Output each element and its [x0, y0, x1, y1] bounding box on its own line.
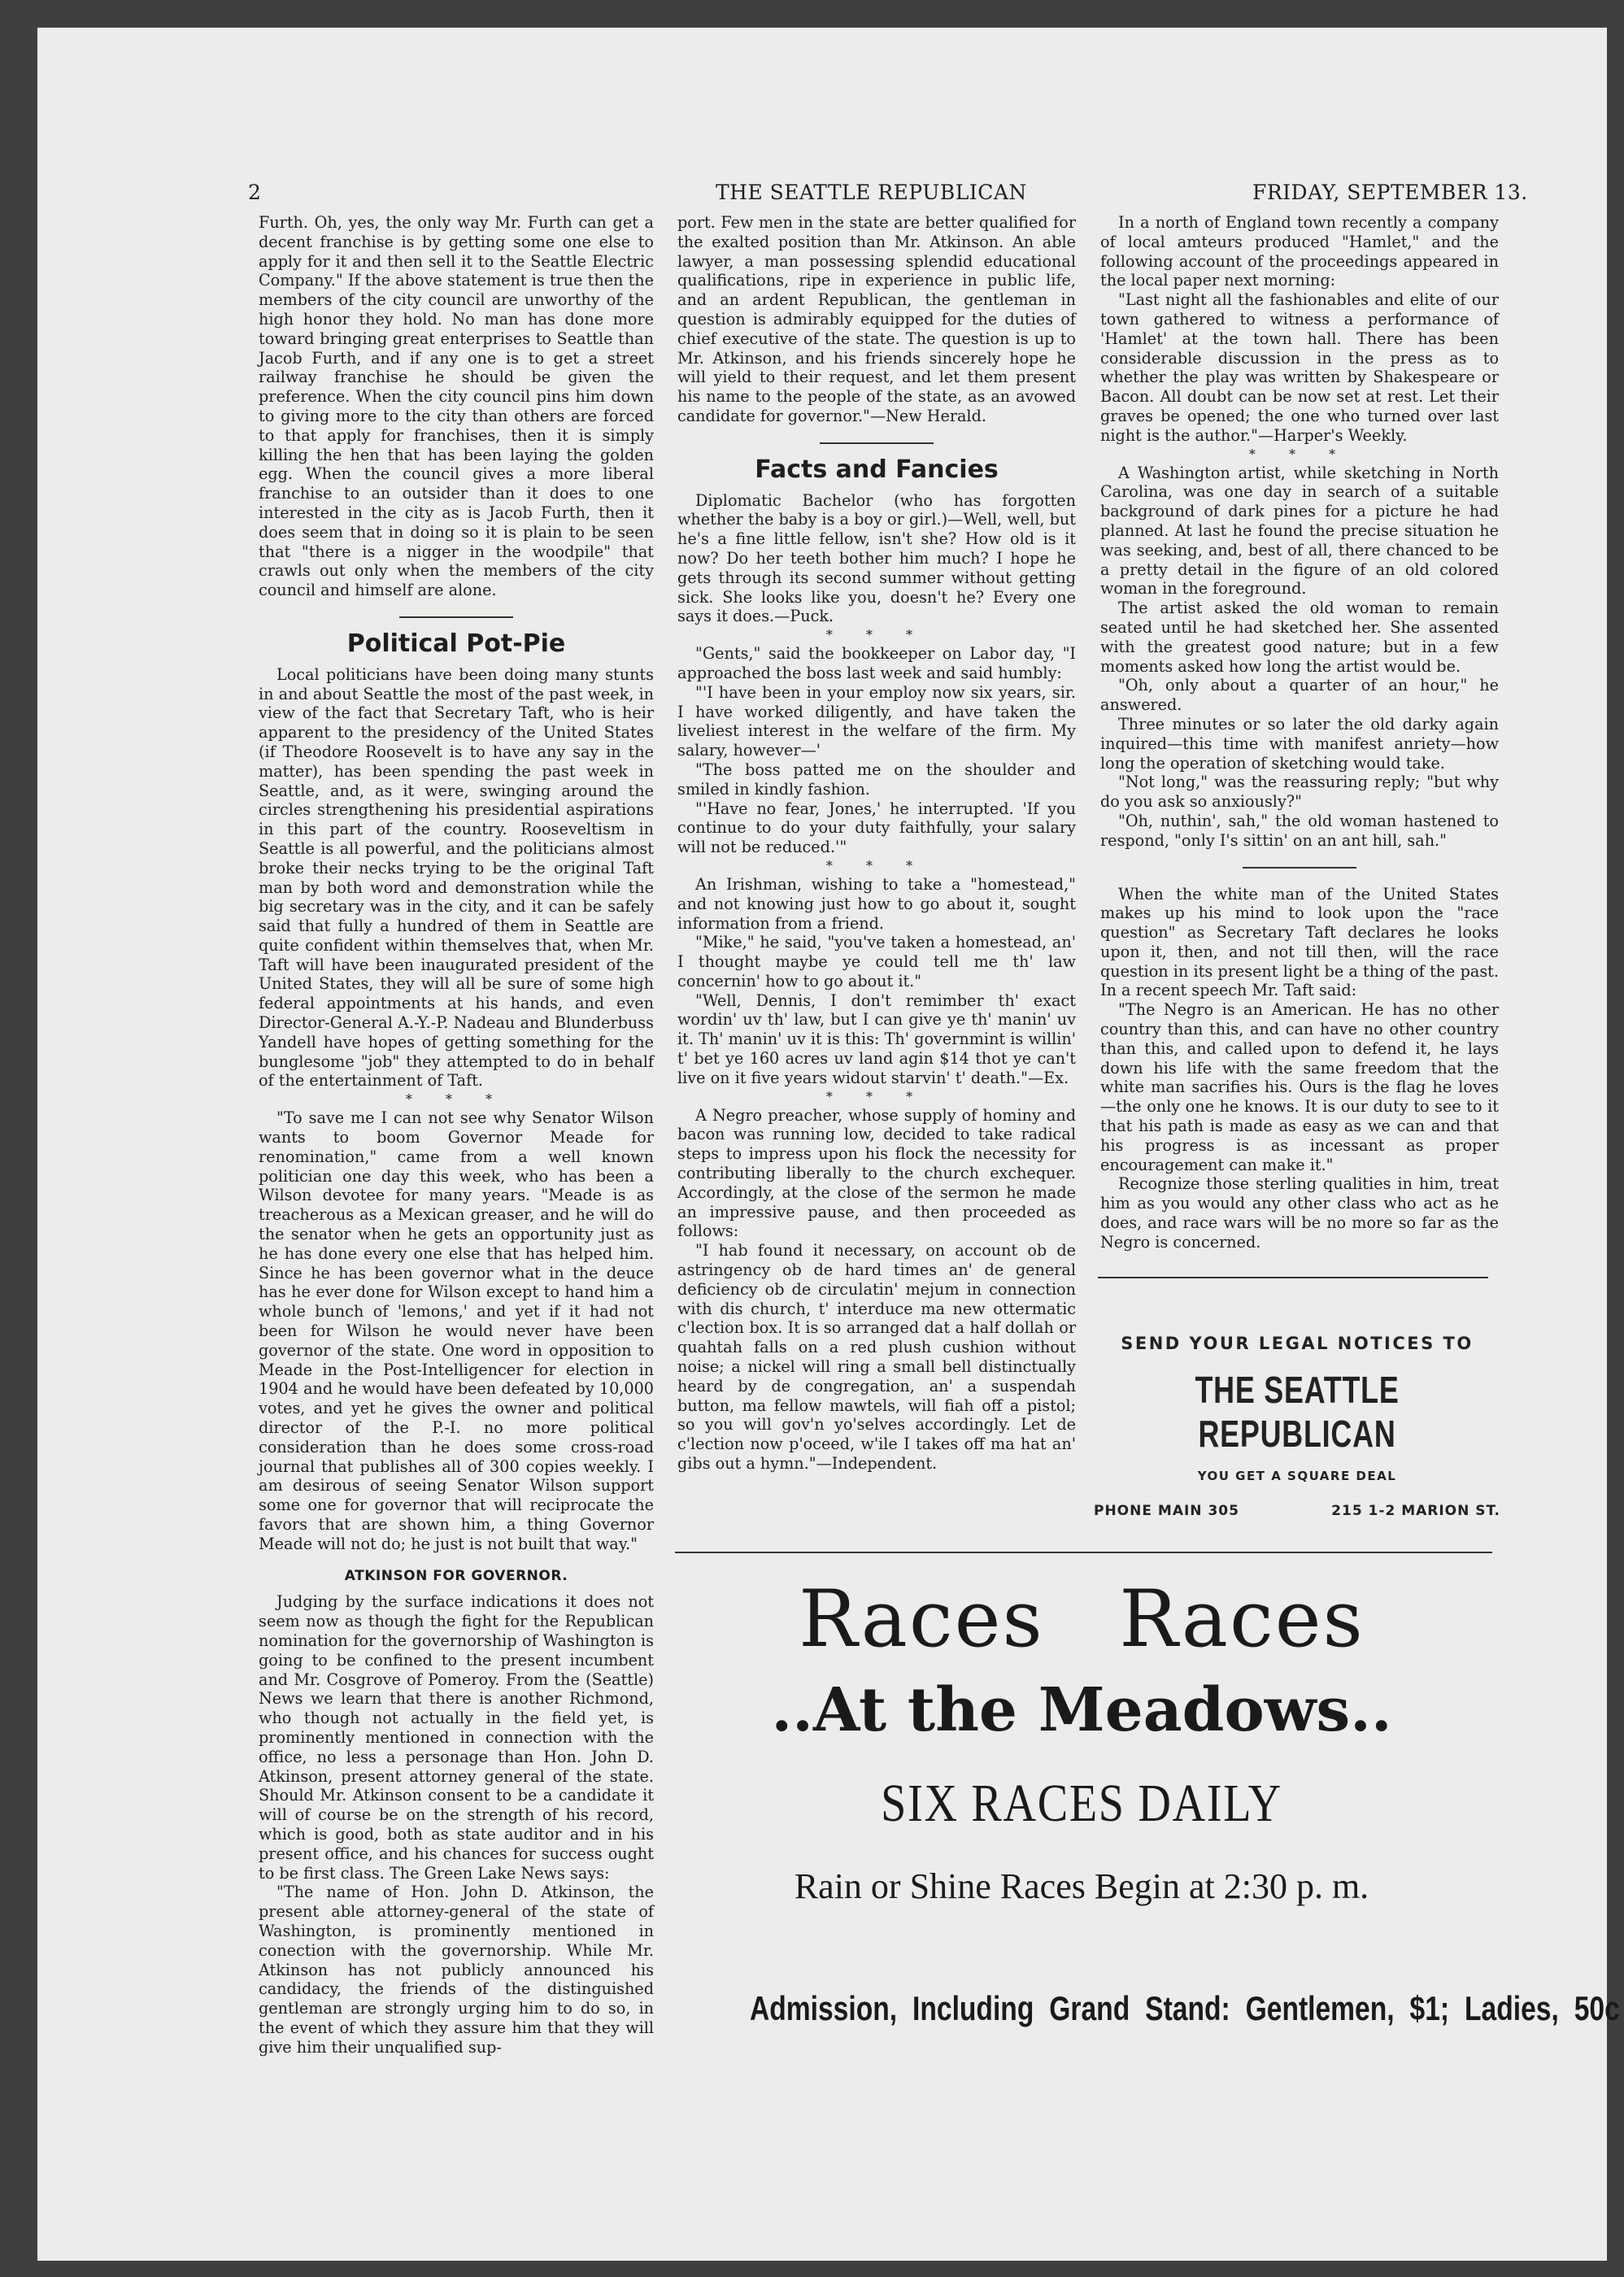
ad-races-admission: Admission, Including Grand Stand: Gentlemen, $1; Ladies, 50c — [750, 1989, 1620, 2027]
masthead-title: THE SEATTLE REPUBLICAN — [716, 181, 1027, 204]
paragraph: Three minutes or so later the old darky again inquired—this time with manifest anriety—how long the operation of sketching would take. — [1100, 714, 1504, 773]
ad-races-six-daily: SIX RACES DAILY — [881, 1774, 1282, 1833]
paragraph: In a north of England town recently a company of local amteurs produced "Hamlet," and the following account of the proceedings appeared in the local paper next morning: — [1100, 213, 1504, 290]
ad-legal-address: 215 1-2 MARION ST. — [1331, 1503, 1500, 1519]
ad-divider — [675, 1552, 1492, 1553]
paragraph: "The boss patted me on the shoulder and smiled in kindly fashion. — [677, 760, 1082, 799]
paragraph: "Oh, only about a quarter of an hour," he answered. — [1100, 676, 1504, 715]
ad-legal-contact — [1094, 1503, 1500, 1519]
ad-legal-paper-name: THE SEATTLE REPUBLICAN — [1195, 1369, 1400, 1455]
paragraph: Diplomatic Bachelor (who has forgotten whether the baby is a boy or girl.)—Well, well, but he's a fine little fellow, isn't she? How old is it now? Do her teeth bother him much? I hope he gets through its second summer without getting sick. She looks like you, doesn't he? Every one says it does.—Puck. — [677, 490, 1082, 626]
paragraph: A Negro preacher, whose supply of hominy and bacon was running low, decided to take radical steps to impress upon his flock the necessity for contributing liberally to the church exchequer. Accordingly, at the close of the sermon he made an impressive pause, and then proceeded as follows: — [677, 1105, 1082, 1241]
paragraph: Judging by the surface indications it does not seem now as though the fight for the Republican nomination for the governorship of Washington is going to be confined to the present incumbent and Mr. Cosgrove of Pomeroy. From the (Seattle) News we learn that there is another Richmond, who though not actually in the field yet, is prominently mentioned in connection with the office, no less a personage than Hon. John D. Atkinson, present attorney general of the state. Should Mr. Atkinson consent to be a candidate it will of course be on the strength of his record, which is good, both as state auditor and in his present office, and his chances for success ought to be first class. The Green Lake News says: — [259, 1592, 660, 1883]
section-stars: * * * — [825, 1088, 928, 1104]
paragraph: "Gents," said the bookkeeper on Labor day, "I approached the boss last week and said humbly: — [677, 644, 1082, 682]
section-stars: * * * — [825, 627, 928, 643]
heading-atkinson-for-governor: ATKINSON FOR GOVERNOR. — [344, 1567, 568, 1584]
paragraph: When the white man of the United States makes up his mind to look upon the "race question" as Secretary Taft declares he looks upon it, then, and not till then, will the race question in its present light be a thing of the past. In a recent speech Mr. Taft said: — [1100, 884, 1504, 1000]
paragraph: "Oh, nuthin', sah," the old woman hastened to respond, "only I's sittin' on an ant hill, sah." — [1100, 811, 1504, 850]
paragraph: "To save me I can not see why Senator Wilson wants to boom Governor Meade for renomination," came from a well known politician one day this week, who has been a Wilson devotee for many years. "Meade is as treacherous as a Mexican greaser, and he will do the senator when he gets an opportunity just as he has done every one else that has helped him. Since he has been governor what in the deuce has he ever done for Wilson except to hand him a whole bunch of 'lemons,' and yet if it had not been for Wilson he would never have been governor of the state. One word in opposition to Meade in the Post-Intelligencer for election in 1904 and he would have been defeated by 10,000 votes, and yet he gives the owner and political director of the P.-I. no more political consideration than he does some cross-road journal that publishes all of 300 copies weekly. I am desirous of seeing Senator Wilson support some one for governor that will reciprocate the favors that are shown him, a thing Governor Meade will not do; he just is not built that way." — [259, 1108, 660, 1553]
ad-divider — [1098, 1277, 1488, 1278]
paragraph: "'Have no fear, Jones,' he interrupted. 'If you continue to do your duty faithfully, your salary will not be reduced.'" — [677, 799, 1082, 857]
paragraph: "Last night all the fashionables and elite of our town gathered to witness a performance of 'Hamlet' at the town hall. There has been considerable discussion in the press as to whether the play was written by Shakespeare or Bacon. All doubt can be now set at rest. Let their graves be opened; the one who turned over last night is the author."—Harper's Weekly. — [1100, 290, 1504, 445]
paragraph: "'I have been in your employ now six years, sir. I have worked diligently, and have taken the liveliest interest in the welfare of the firm. My salary, however—' — [677, 682, 1082, 760]
paragraph: "Not long," was the reassuring reply; "but why do you ask so anxiously?" — [1100, 773, 1504, 812]
paragraph: "Mike," he said, "you've taken a homestead, an' I thought maybe ye could tell me th' law concernin' how to go about it." — [677, 933, 1082, 990]
section-stars: * * * — [1248, 446, 1351, 462]
column-1 — [259, 213, 660, 2057]
ad-races-title: Races Races — [799, 1574, 1365, 1665]
column-3 — [1100, 213, 1504, 1252]
column-2 — [677, 213, 1082, 1474]
article-atkinson-continued: port. Few men in the state are better qualified for the exalted position than Mr. Atkinson. An able lawyer, a man possessing splendid educational qualifications, ripe in experience in public life, and an ardent Republican, the gentleman in question is admirably equipped for the duties of chief executive of the state. The question is up to Mr. Atkinson, and his friends sincerely hope he will yield to their request, and let them present his name to the people of the state, as an avowed candidate for governor."—New Herald. — [677, 213, 1082, 425]
article-furth-continued: Furth. Oh, yes, the only way Mr. Furth can get a decent franchise is by getting some one else to apply for it and then sell it to the Seattle Electric Company." If the above statement is true then the members of the city council are unworthy of the high honor they hold. No man has done more toward bringing great enterprises to Seattle than Jacob Furth, and if any one is to get a street railway franchise he should be given the preference. When the city council pins him down to giving more to the city than others are forced to that apply for franchises, then it is simply killing the hen that has been laying the golden egg. When the council gives a more liberal franchise to an outsider than it does to one interested in the city as is Jacob Furth, then it does seem that in doing so it is plain to be seen that "there is a nigger in the woodpile" that crawls out only when the members of the city council and himself are alone. — [259, 213, 660, 600]
heading-facts-and-fancies: Facts and Fancies — [755, 455, 999, 484]
divider — [1243, 867, 1356, 869]
paragraph: "The name of Hon. John D. Atkinson, the present able attorney-general of the state of Washington, is prominently mentioned in conection with the governorship. While Mr. Atkinson has not publicly announced his candidacy, the friends of the distinguished gentleman are strongly urging him to do so, in the event of which they assure him that they will give him their unqualified sup- — [259, 1883, 660, 2057]
paragraph: "I hab found it necessary, on account ob de astringency ob de hard times an' de general deficiency ob de circulatin' mejum in connection with dis church, t' interduce ma new ottermatic c'lection box. It is so arranged dat a half dollah or quahtah falls on a red plush cushion without noise; a nickel will ring a small bell distinctually heard by de congregation, an' a suspendah button, ma fellow mawtels, will fiah off a pistol; so you will gov'n yo'selves accordingly. Let de c'lection now p'oceed, w'ile I takes off ma hat an' gibs out a hymn."—Independent. — [677, 1241, 1082, 1474]
divider — [820, 442, 934, 444]
ad-legal-notices — [1094, 1334, 1500, 1519]
heading-political-pot-pie: Political Pot-Pie — [346, 629, 566, 658]
paragraph: Recognize those sterling qualities in him, treat him as you would any other class who act as he does, and race wars will be no more so far as the Negro is concerned. — [1100, 1174, 1504, 1252]
section-stars: * * * — [825, 857, 928, 873]
ad-legal-tagline: YOU GET A SQUARE DEAL — [1197, 1469, 1397, 1483]
paragraph: A Washington artist, while sketching in North Carolina, was one day in search of a suitable background of dark pines for a picture he had planned. At last he found the precise situation he was seeking, and, best of all, there chanced to be a pretty detail in the figure of an old colored woman in the foreground. — [1100, 463, 1504, 599]
paragraph: "Well, Dennis, I don't remimber th' exact wordin' uv th' law, but I can give ye th' manin' uv it. Th' manin' uv it is this: Th' governmint is willin' t' bet ye 160 acres uv land agin $14 thot ye can't live on it five years widout starvin' t' death."—Ex. — [677, 990, 1082, 1087]
paragraph: An Irishman, wishing to take a "homestead," and not knowing just how to go about it, sought information from a friend. — [677, 874, 1082, 933]
section-stars: * * * — [405, 1091, 507, 1108]
ad-races-meadows: ..At the Meadows.. — [771, 1675, 1392, 1745]
ad-legal-phone: PHONE MAIN 305 — [1094, 1503, 1239, 1519]
page-number: 2 — [248, 181, 262, 204]
paragraph: Local politicians have been doing many stunts in and about Seattle the most of the past week, in view of the fact that Secretary Taft, who is heir apparent to the presidency of the United States (if Theodore Roosevelt is to have any say in the matter), has been spending the past week in Seattle, and, as it were, swinging around the circles strengthening his presidential aspirations in this part of the country. Rooseveltism in Seattle is all powerful, and the politicians almost broke their necks trying to be the original Taft man by both word and demonstration while the big secretary was in the city, and it can be safely said that fully a hundred of them in Seattle are quite confident within themselves that, when Mr. Taft will have been inaugurated president of the United States, they will all be sure of some high federal appointments at his hands, and even Director-General A.-Y.-P. Nadeau and Blunderbuss Yandell have hopes of getting something for the bunglesome "job" they attempted to do in behalf of the entertainment of Taft. — [259, 664, 660, 1091]
paragraph: "The Negro is an American. He has no other country than this, and can have no other country than this, and called upon to defend it, he lays down his life with the same freedom that the white man sacrifies his. Ours is the flag he loves—the only one he knows. It is our duty to see to it that his path is made as easy as we can and that his progress is as incessant as proper encouragement can make it." — [1100, 1000, 1504, 1174]
ad-legal-line-1: SEND YOUR LEGAL NOTICES TO — [1121, 1334, 1474, 1353]
paragraph: The artist asked the old woman to remain seated until he had sketched her. She assented with the greatest good nature; but in a few moments asked how long the artist would be. — [1100, 599, 1504, 676]
issue-date: FRIDAY, SEPTEMBER 13. — [1252, 181, 1528, 204]
ad-races-time: Rain or Shine Races Begin at 2:30 p. m. — [794, 1866, 1369, 1906]
divider — [399, 616, 513, 618]
